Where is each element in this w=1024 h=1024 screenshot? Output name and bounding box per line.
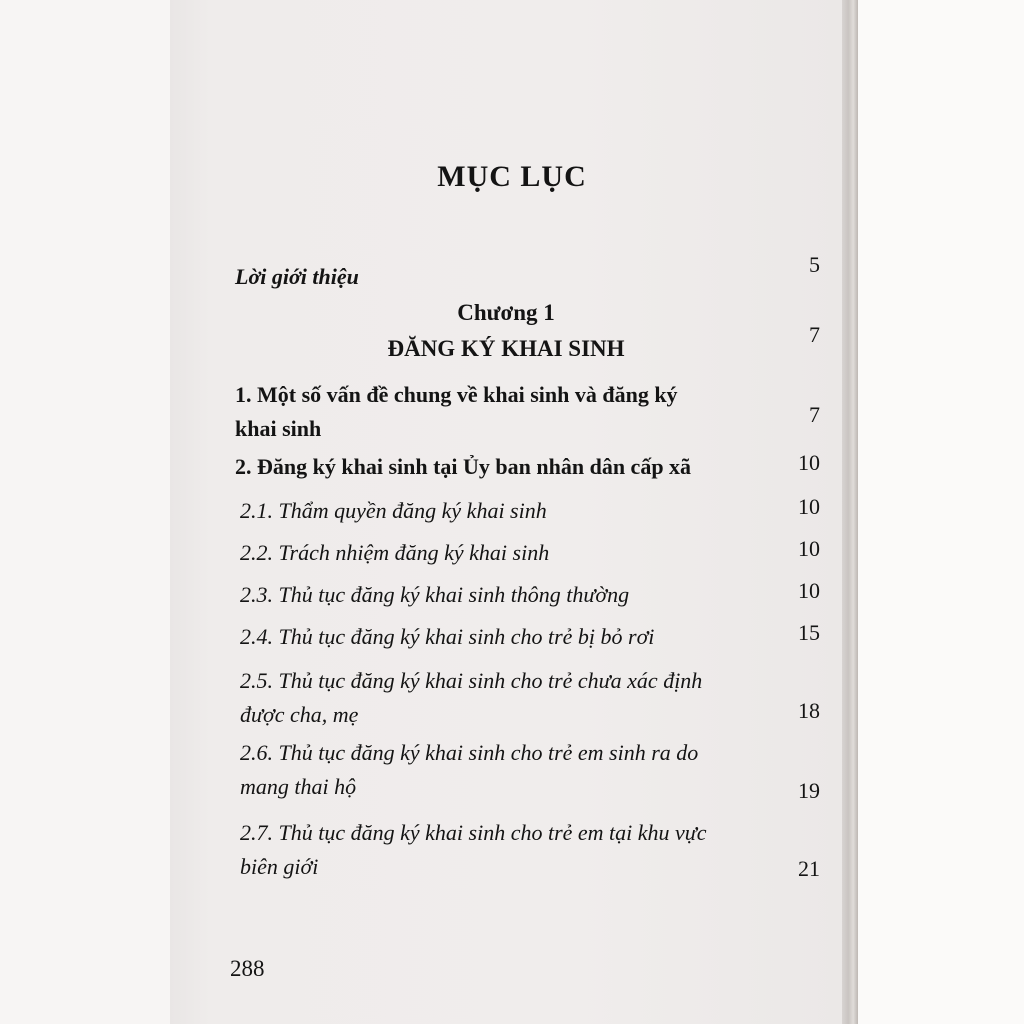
toc-page-2-1: 10 — [798, 494, 820, 519]
toc-entry-2-6: 2.6. Thủ tục đăng ký khai sinh cho trẻ em sinh ra do mang thai hộ — [240, 740, 699, 799]
toc-page-intro: 5 — [809, 252, 820, 277]
page-title: MỤC LỤC — [437, 160, 587, 193]
chapter-title: ĐĂNG KÝ KHAI SINH — [387, 336, 625, 361]
background-right — [858, 0, 1024, 1024]
toc-entry-section-2: 2. Đăng ký khai sinh tại Ủy ban nhân dân cấp xã — [235, 454, 692, 479]
toc-page-2-7: 21 — [798, 856, 820, 881]
toc-page-2-3: 10 — [798, 578, 820, 603]
page-edge — [842, 0, 858, 1024]
toc-page-2-2: 10 — [798, 536, 820, 561]
toc-entry-2-2: 2.2. Trách nhiệm đăng ký khai sinh — [240, 540, 550, 565]
toc-entry-2-1: 2.1. Thẩm quyền đăng ký khai sinh — [240, 498, 547, 523]
toc-page-2-6: 19 — [798, 778, 820, 803]
toc-page-2-5: 18 — [798, 698, 820, 723]
toc-entry-intro: Lời giới thiệu — [235, 264, 359, 289]
page-number: 288 — [230, 956, 265, 981]
toc-entry-2-4: 2.4. Thủ tục đăng ký khai sinh cho trẻ bị bỏ rơi — [240, 624, 655, 649]
chapter-label: Chương 1 — [457, 300, 555, 325]
toc-page-2-4: 15 — [798, 620, 820, 645]
toc-entry-section-1: 1. Một số vấn đề chung về khai sinh và đăng ký khai sinh — [235, 382, 678, 441]
toc-page-chapter: 7 — [809, 322, 820, 347]
toc-entry-2-7: 2.7. Thủ tục đăng ký khai sinh cho trẻ em tại khu vực biên giới — [240, 820, 707, 879]
toc-page-section-2: 10 — [798, 450, 820, 475]
toc-page-section-1: 7 — [809, 402, 820, 427]
toc-entry-2-3: 2.3. Thủ tục đăng ký khai sinh thông thường — [240, 582, 630, 607]
toc-entry-2-5: 2.5. Thủ tục đăng ký khai sinh cho trẻ chưa xác định được cha, mẹ — [240, 668, 703, 727]
